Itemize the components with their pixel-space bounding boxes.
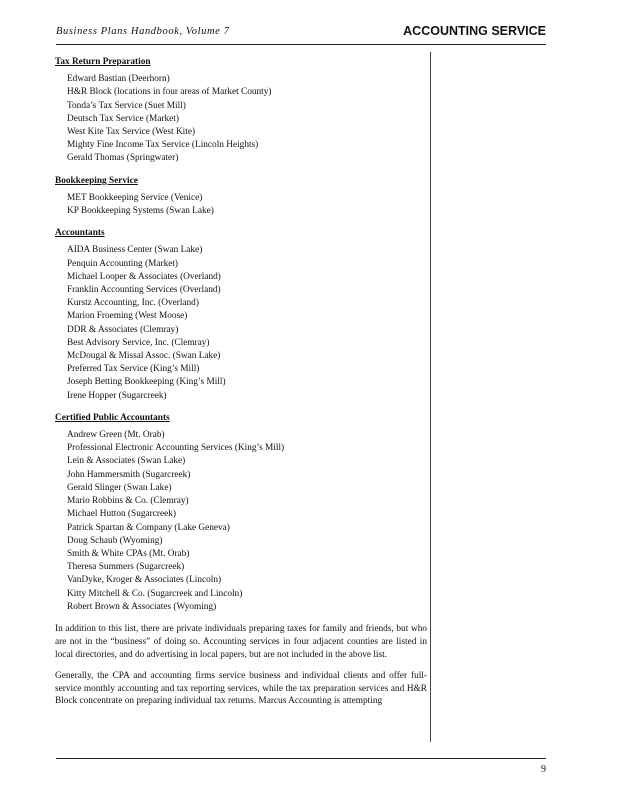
list-item: Kitty Mitchell & Co. (Sugarcreek and Lincoln) xyxy=(67,588,243,599)
business-list xyxy=(67,429,427,614)
list-item: Deutsch Tax Service (Market) xyxy=(67,113,179,124)
business-list xyxy=(67,73,427,165)
list-item: John Hammersmith (Sugarcreek) xyxy=(67,469,191,480)
list-item: Professional Electronic Accounting Services (King’s Mill) xyxy=(67,443,285,454)
header-divider xyxy=(56,44,546,45)
list-item: Mighty Fine Income Tax Service (Lincoln Heights) xyxy=(67,140,259,151)
section-heading: Certified Public Accountants xyxy=(55,412,170,423)
list-item: Edward Bastian (Deerhorn) xyxy=(67,74,170,85)
section-bookkeeping-service xyxy=(55,175,427,219)
list-item: Tonda’s Tax Service (Suet Mill) xyxy=(67,100,186,111)
list-item: VanDyke, Kroger & Associates (Lincoln) xyxy=(67,575,222,586)
list-item: Theresa Summers (Sugarcreek) xyxy=(67,562,185,573)
list-item: Joseph Betting Bookkeeping (King’s Mill) xyxy=(67,377,226,388)
section-certified-public-accountants xyxy=(55,412,427,614)
section-tax-return-preparation xyxy=(55,56,427,166)
section-accountants xyxy=(55,227,427,403)
list-item: Kurstz Accounting, Inc. (Overland) xyxy=(67,298,199,309)
list-item: Mario Robbins & Co. (Clemray) xyxy=(67,496,189,507)
list-item: Franklin Accounting Services (Overland) xyxy=(67,285,221,296)
list-item: Gerald Thomas (Springwater) xyxy=(67,153,179,164)
business-list xyxy=(67,192,427,218)
list-item: Patrick Spartan & Company (Lake Geneva) xyxy=(67,522,230,533)
section-heading: Tax Return Preparation xyxy=(55,57,151,67)
running-title: Business Plans Handbook, Volume 7 xyxy=(56,26,230,37)
body-paragraph: Generally, the CPA and accounting firms service business and individual clients and offer full-service monthly accounting and tax reporting services, while the tax preparation services and H&R Block concentrate on preparing individual tax returns. Marcus Accounting is attempting xyxy=(55,670,427,707)
list-item: MET Bookkeeping Service (Venice) xyxy=(67,192,203,203)
list-item: Gerald Slinger (Swan Lake) xyxy=(67,482,172,493)
page-number: 9 xyxy=(541,764,546,775)
footer-divider xyxy=(56,758,546,759)
list-item: DDR & Associates (Clemray) xyxy=(67,324,179,335)
body-paragraph: In addition to this list, there are private individuals preparing taxes for family and friends, but who are not in the “business” of doing so. Accounting services in four adjacent counties are listed in local directories, and do advertising in local papers, but are not included in the above list. xyxy=(55,623,427,660)
list-item: Robert Brown & Associates (Wyoming) xyxy=(67,601,217,612)
list-item: AIDA Business Center (Swan Lake) xyxy=(67,245,203,256)
business-list xyxy=(67,244,427,402)
list-item: Andrew Green (Mt. Orab) xyxy=(67,430,165,441)
list-item: KP Bookkeeping Systems (Swan Lake) xyxy=(67,206,214,217)
list-item: Irene Hopper (Sugarcreek) xyxy=(67,390,167,401)
list-item: Lein & Associates (Swan Lake) xyxy=(67,456,186,467)
list-item: Preferred Tax Service (King’s Mill) xyxy=(67,364,200,375)
list-item: Michael Looper & Associates (Overland) xyxy=(67,271,221,282)
section-heading: Accountants xyxy=(55,228,105,239)
list-item: Best Advisory Service, Inc. (Clemray) xyxy=(67,337,210,348)
list-item: McDougal & Missal Assoc. (Swan Lake) xyxy=(67,351,221,362)
list-item: West Kite Tax Service (West Kite) xyxy=(67,127,196,138)
list-item: Penquin Accounting (Market) xyxy=(67,258,179,269)
section-heading: Bookkeeping Service xyxy=(55,175,138,186)
main-content xyxy=(55,56,427,716)
section-title: ACCOUNTING SERVICE xyxy=(403,24,546,38)
column-divider xyxy=(430,52,431,742)
list-item: H&R Block (locations in four areas of Market County) xyxy=(67,87,272,98)
list-item: Marion Froeming (West Moose) xyxy=(67,311,188,322)
list-item: Smith & White CPAs (Mt. Orab) xyxy=(67,548,190,559)
list-item: Doug Schaub (Wyoming) xyxy=(67,535,163,546)
page-header xyxy=(56,26,546,42)
list-item: Michael Hutton (Sugarcreek) xyxy=(67,509,176,520)
